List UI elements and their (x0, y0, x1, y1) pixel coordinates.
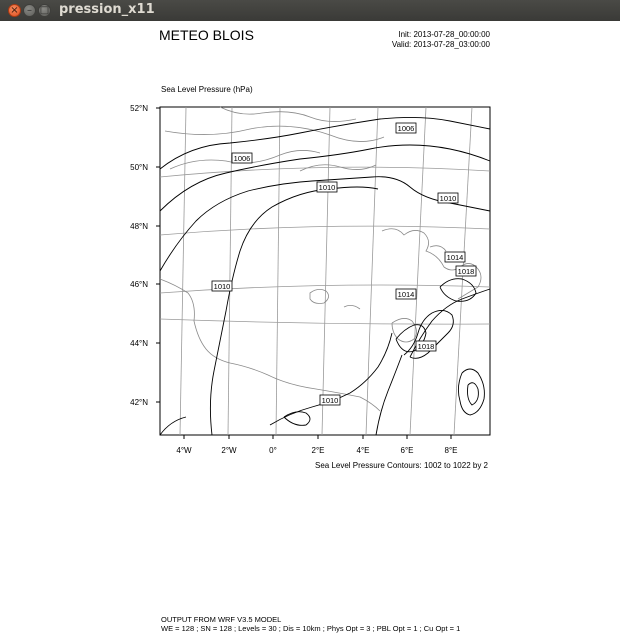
close-button[interactable] (8, 4, 21, 17)
window-title: pression_x11 (59, 2, 155, 17)
contour-label: 1006 (397, 124, 415, 133)
lon-label: 2°W (221, 446, 237, 455)
variable-title: Sea Level Pressure (hPa) (161, 85, 253, 94)
lat-label: 48°N (130, 222, 148, 231)
contour-label: 1010 (321, 396, 339, 405)
contour-label: 1010 (318, 183, 336, 192)
contour-label: 1018 (457, 267, 475, 276)
plot-canvas (0, 21, 620, 640)
lon-axis (176, 435, 457, 455)
contour-label: 1014 (397, 290, 415, 299)
footer-settings: WE = 128 ; SN = 128 ; Levels = 30 ; Dis = 10km ; Phys Opt = 3 ; PBL Opt = 1 ; Cu Opt = 1 (161, 624, 461, 633)
lon-label: 6°E (400, 446, 414, 455)
lon-label: 4°W (176, 446, 192, 455)
maximize-icon: □ (39, 5, 50, 16)
contour-labels (212, 123, 476, 405)
window-titlebar[interactable] (0, 0, 620, 22)
minimize-icon: – (27, 5, 32, 16)
contour-info: Sea Level Pressure Contours: 1002 to 1022 by 2 (315, 461, 488, 470)
lon-label: 4°E (356, 446, 370, 455)
lat-label: 42°N (130, 398, 148, 407)
lat-axis (130, 104, 160, 407)
contour-label: 1006 (233, 154, 251, 163)
minimize-button[interactable] (23, 4, 36, 17)
contour-label: 1018 (417, 342, 435, 351)
lat-label: 50°N (130, 163, 148, 172)
footer-model: OUTPUT FROM WRF V3.5 MODEL (161, 615, 282, 624)
contour-label: 1014 (446, 253, 464, 262)
lon-label: 8°E (444, 446, 458, 455)
lat-label: 46°N (130, 280, 148, 289)
close-icon: × (10, 5, 19, 16)
lon-label: 0° (269, 446, 277, 455)
contour-label: 1010 (213, 282, 231, 291)
maximize-button[interactable] (38, 4, 51, 17)
lat-label: 52°N (130, 104, 148, 113)
pressure-map (0, 21, 620, 640)
valid-time: Valid: 2013-07-28_03:00:00 (391, 40, 490, 49)
lon-label: 2°E (311, 446, 325, 455)
init-time: Init: 2013-07-28_00:00:00 (398, 30, 490, 39)
lat-label: 44°N (130, 339, 148, 348)
page-title: METEO BLOIS (159, 27, 254, 43)
contour-label: 1010 (439, 194, 457, 203)
coastlines (160, 107, 481, 411)
